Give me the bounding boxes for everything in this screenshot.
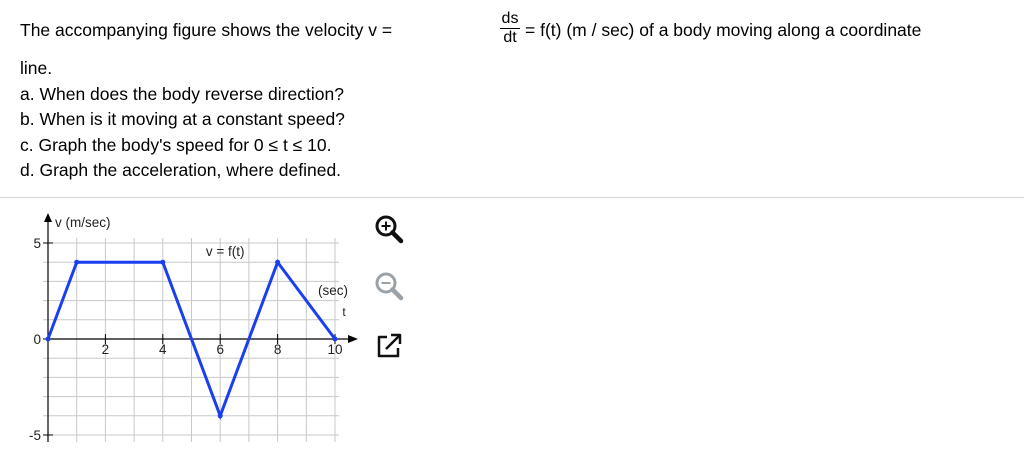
intro-before: The accompanying figure shows the velocity v = xyxy=(20,20,393,40)
x-tick-label: 4 xyxy=(159,342,167,357)
y-tick-label: -5 xyxy=(28,428,41,443)
zoom-out-icon xyxy=(372,270,406,304)
curve-label: v = f(t) xyxy=(205,244,245,260)
x-tick-label: 8 xyxy=(273,342,282,357)
data-point xyxy=(46,337,51,342)
y-tick-label: 0 xyxy=(33,332,41,347)
problem-text xyxy=(20,10,1010,184)
question-a: a. When does the body reverse direction? xyxy=(20,83,344,104)
popout-button[interactable] xyxy=(372,329,406,363)
data-point xyxy=(275,260,280,265)
x-tick-label: 10 xyxy=(327,342,343,357)
y-axis-arrow xyxy=(44,213,52,222)
data-point xyxy=(160,260,165,265)
ds-dt-fraction xyxy=(499,10,521,47)
data-point xyxy=(74,260,79,265)
question-d: d. Graph the acceleration, where defined. xyxy=(20,160,342,180)
zoom-in-button[interactable] xyxy=(372,213,406,247)
x-axis-arrow xyxy=(348,335,358,343)
y-axis-label: v (m/sec) xyxy=(55,215,111,230)
data-point xyxy=(333,337,338,342)
zoom-out-button[interactable] xyxy=(372,270,406,304)
fraction-numerator: ds xyxy=(501,10,519,27)
intro-line-2: line. xyxy=(20,58,53,78)
x-axis-variable-label: t xyxy=(342,305,346,319)
y-tick-label: 5 xyxy=(33,236,41,251)
x-axis-unit-label: (sec) xyxy=(318,283,348,298)
x-tick-label: 2 xyxy=(101,342,110,357)
data-point xyxy=(218,413,223,418)
question-c: c. Graph the body's speed for 0 ≤ t ≤ 10. xyxy=(20,134,332,155)
question-b: b. When is it moving at a constant speed? xyxy=(20,109,345,129)
zoom-in-icon xyxy=(372,213,406,247)
velocity-chart xyxy=(0,199,360,465)
problem-intro-line xyxy=(20,10,1010,54)
popout-icon xyxy=(372,329,406,363)
intro-after: = f(t) (m / sec) of a body moving along a coordinate xyxy=(525,20,922,40)
fraction-denominator: dt xyxy=(503,29,517,46)
x-tick-label: 6 xyxy=(216,342,224,357)
section-divider xyxy=(0,197,1024,198)
